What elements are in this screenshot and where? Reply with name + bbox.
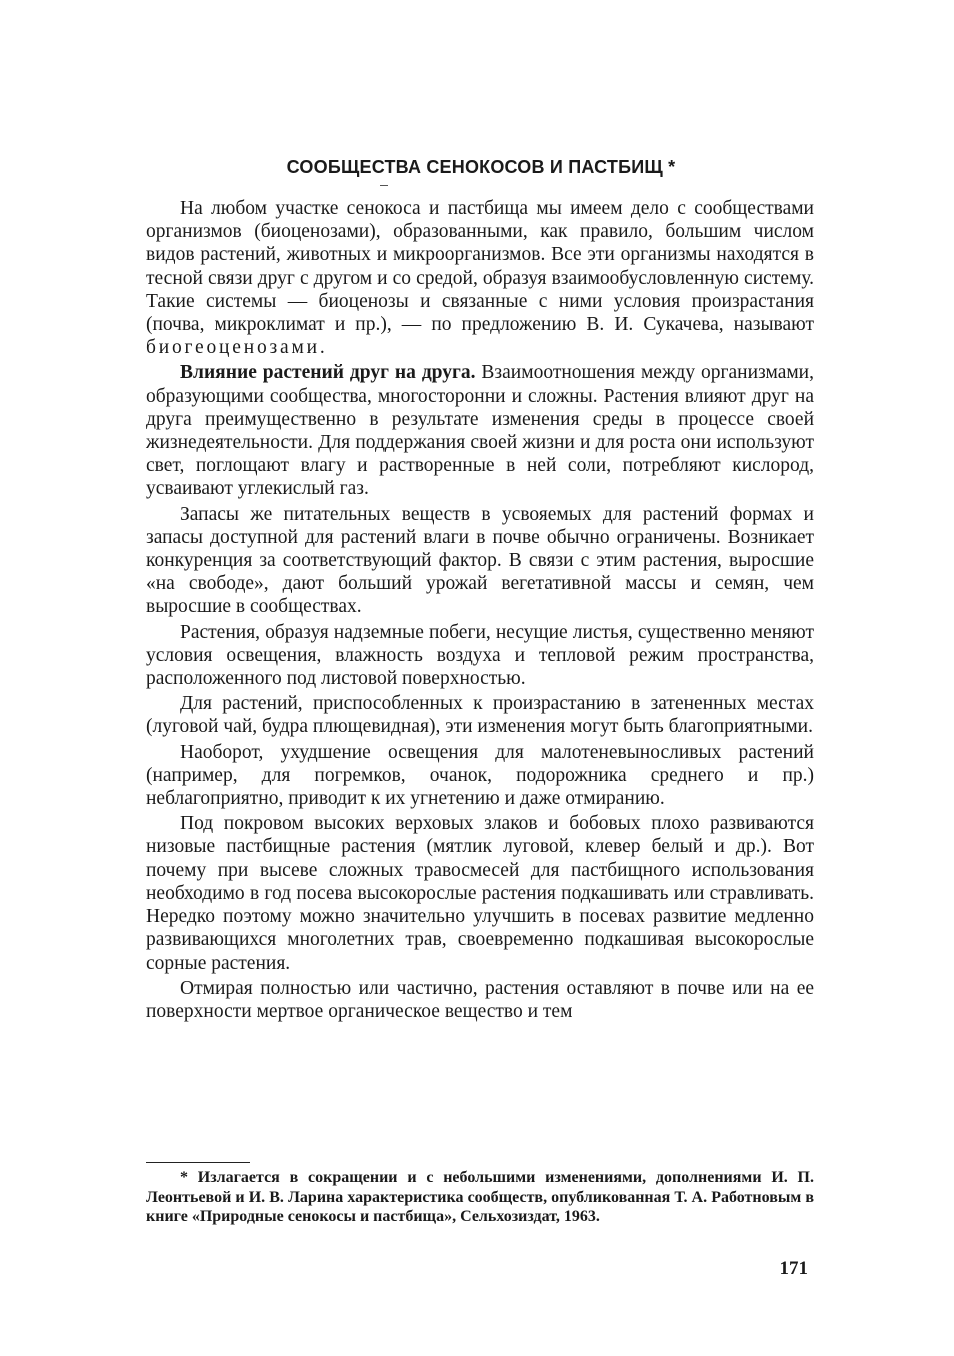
footnote-text: * Излагается в сокращении и с небольшими изменениями, дополнениями И. П. Леонтьевой и И. В. Ларина характеристика сообществ, опубликованная Т. А. Работновым в книге «Природные сенокосы и пастбища», Сельхозиздат, 1963. — [146, 1169, 814, 1225]
footnote — [146, 1168, 814, 1227]
paragraph-text: На любом участке сенокоса и пастбища мы имеем дело с сообществами организмов (биоценозами), образованными, как правило, большим числом видов растений, животных и микроорганизмов. Все эти организмы находятся в тесной связи друг с другом и со средой, образуя взаимообусловленную систему. Такие системы — биоценозы и связанные с ними условия произрастания (почва, микроклимат и пр.), — по предложению В. И. Сукачева, называют — [146, 198, 814, 336]
paragraph: Растения, образуя надземные побеги, несущие листья, существенно меняют условия освещения, влажность воздуха и тепловой режим пространства, расположенного под листовой поверхностью. — [146, 621, 814, 690]
paragraph: Отмирая полностью или частично, растения оставляют в почве или на ее поверхности мертвое органическое вещество и тем — [146, 977, 814, 1022]
paragraph — [146, 361, 814, 500]
paragraph — [146, 197, 814, 359]
page-title: СООБЩЕСТВА СЕНОКОСОВ И ПАСТБИЩ * — [286, 157, 676, 177]
body-text — [146, 197, 814, 1025]
section-heading: Влияние растений друг на друга. — [180, 362, 476, 384]
paragraph: Для растений, приспособленных к произрастанию в затененных местах (луговой чай, будра плющевидная), эти изменения могут быть благоприятными. — [146, 693, 814, 738]
page-number: 171 — [779, 1258, 808, 1279]
paragraph: Под покровом высоких верховых злаков и бобовых плохо развиваются низовые пастбищные растения (мятлик луговой, клевер белый и др.). Вот почему при высеве сложных травосмесей для пастбищного использования необходимо в год посева высокорослые растения подкашивать или стравливать. Нередко поэтому можно значительно улучшить в посевах развитие медленно развивающихся многолетних трав, своевременно подкашивая высокорослые сорные растения. — [146, 813, 814, 974]
divider — [380, 185, 388, 186]
paragraph-text: . — [319, 337, 325, 359]
paragraph-text: Взаимоотношения между организмами, образующими сообщества, многосторонни и сложны. Растения влияют друг на друга преимущественно в результате изменения среды в процессе своей жизнедеятельности. Для поддержания своей жизни и для роста они используют свет, поглощают влагу и растворенные в ней соли, потребляют кислород, усваивают углекислый газ. — [146, 362, 814, 500]
spaced-term: биогеоценозами — [146, 337, 320, 359]
paragraph: Наоборот, ухудшение освещения для малотеневыносливых растений (например, для погремков, очанок, подорожника среднего и пр.) неблагоприятно, приводит к их угнетению и даже отмиранию. — [146, 741, 814, 810]
footnote-divider — [146, 1162, 250, 1163]
paragraph: Запасы же питательных веществ в усвояемых для растений формах и запасы доступной для растений влаги в почве обычно ограничены. Возникает конкуренция за соответствующий фактор. В связи с этим растения, выросшие «на свободе», дают больший урожай вегетативной массы и семян, чем выросшие в сообществах. — [146, 503, 814, 618]
